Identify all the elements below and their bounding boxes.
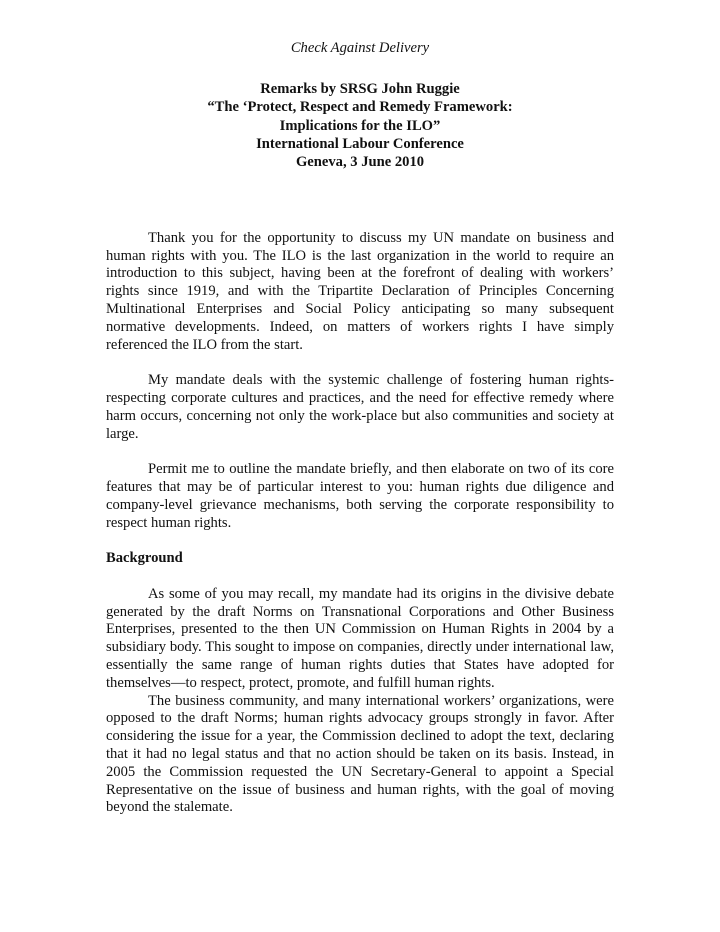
paragraph-gap: [106, 532, 614, 550]
title-line-date: Geneva, 3 June 2010: [295, 154, 425, 171]
title-line-framework: “The ‘Protect, Respect and Remedy Framework:: [207, 99, 513, 116]
paragraph-origins: As some of you may recall, my mandate had its origins in the divisive debate generated by the draft Norms on Transnational Corporations and Other Business Enterprises, presented to the then UN Commission on Human Rights in 2004 by a subsidiary body. This sought to impose on companies, directly under international law, essentially the same range of human rights duties that States have adopted for themselves—to respect, protect, promote, and fulfill human rights.: [106, 585, 614, 691]
paragraph-gap: [106, 354, 614, 372]
document-page: [106, 40, 614, 817]
paragraph-outline: Permit me to outline the mandate briefly, and then elaborate on two of its core features that may be of particular interest to you: human rights due diligence and company-level grievance mechanisms, both serving the corporate responsibility to respect human rights.: [106, 461, 614, 531]
title-block: [106, 80, 614, 172]
paragraph-intro: Thank you for the opportunity to discuss my UN mandate on business and human rights with you. The ILO is the last organization in the world to require an introduction to this subject, having been at the forefront of dealing with workers’ rights since 1919, and with the Tripartite Declaration of Principles Concerning Multinational Enterprises and Social Policy anticipating so many subsequent normative developments. Indeed, on matters of workers rights I have simply referenced the ILO from the start.: [106, 229, 614, 353]
paragraph-gap: [106, 443, 614, 461]
paragraph-mandate: My mandate deals with the systemic challenge of fostering human rights-respecting corporate cultures and practices, and the need for effective remedy where harm occurs, concerning not only the work-place but also communities and society at large.: [106, 372, 614, 442]
section-heading-background: Background: [106, 550, 183, 567]
title-line-implications: Implications for the ILO”: [279, 117, 441, 134]
paragraph-gap: [106, 568, 614, 586]
title-spacer: [106, 172, 614, 230]
delivery-note: Check Against Delivery: [290, 40, 430, 56]
title-line-conference: International Labour Conference: [256, 136, 464, 153]
paragraph-opposition: The business community, and many international workers’ organizations, were opposed to the draft Norms; human rights advocacy groups strongly in favor. After considering the issue for a year, the Commission declined to adopt the text, declaring that it had no legal status and that no action should be taken on its basis. Instead, in 2005 the Commission requested the UN Secretary-General to appoint a Special Representative on the issue of business and human rights, with the goal of moving beyond the stalemate.: [106, 692, 614, 816]
title-line-speaker: Remarks by SRSG John Ruggie: [260, 80, 460, 97]
